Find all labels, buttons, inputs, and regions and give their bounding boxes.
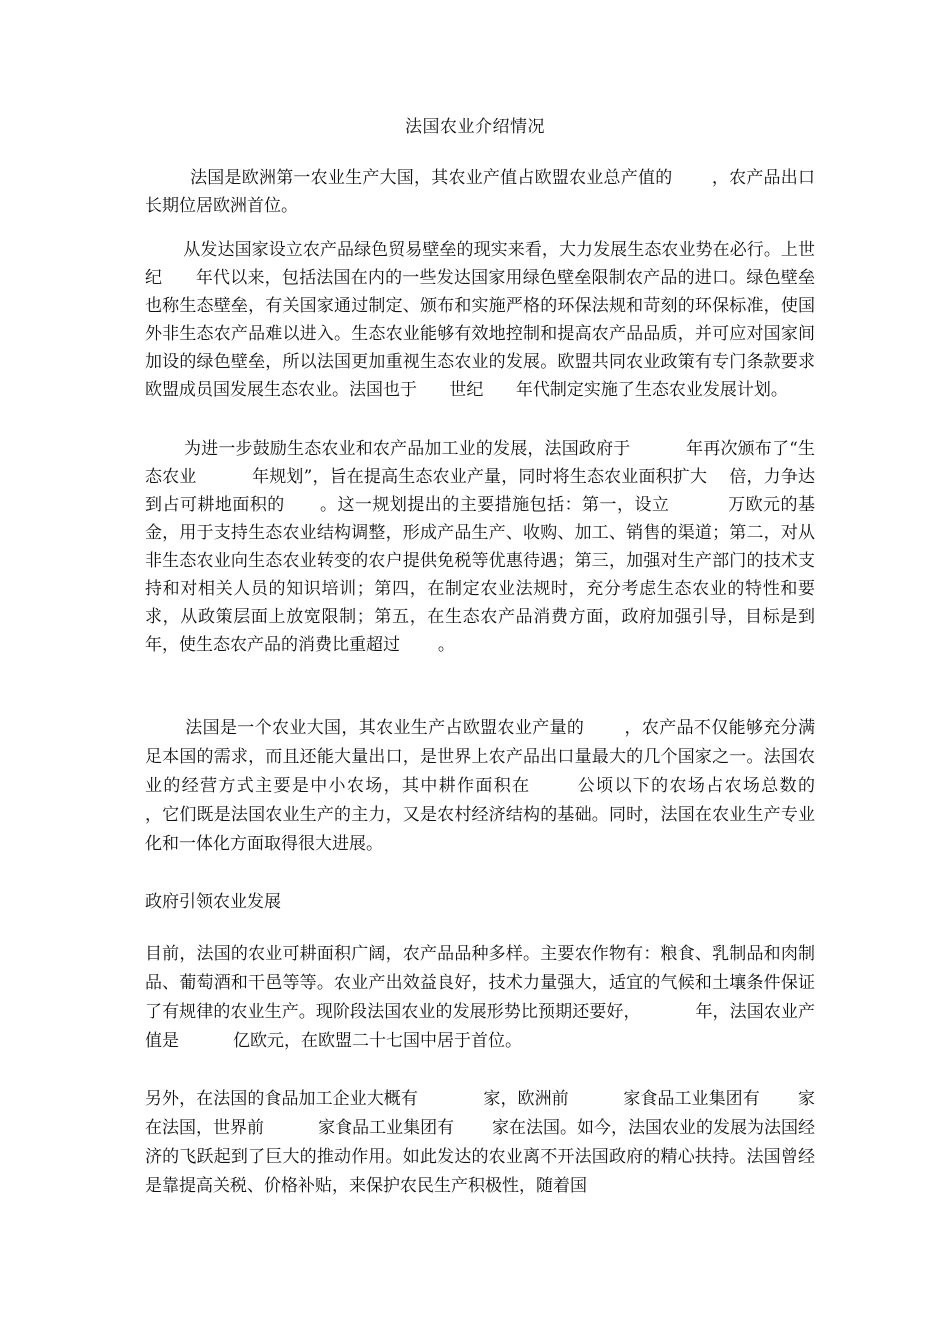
paragraph-agri-power: 法国是一个农业大国，其农业生产占欧盟农业产量的 ，农产品不仅能够充分满足本国的需求，而且还能大量出口，是世界上农产品出口量最大的几个国家之一。法国农业的经营方式主要是中小农场，其中耕作面积在 公顷以下的农场占农场总数的 ，它们既是法国农业生产的主力，又是农村经济结构的基础。同时，法国在农业生产专业化和一体化方面取得很大进展。 [145, 718, 853, 854]
paragraph-current-status: 目前，法国的农业可耕面积广阔，农产品品种多样。主要农作物有：粮食、乳制品和肉制品、葡萄酒和干邑等等。农业产出效益良好，技术力量强大，适宜的气候和土壤条件保证了有规律的农业生产。现阶段法国农业的发展形势比预期还要好， 年，法国农业产值是 亿欧元，在欧盟二十七国中居于首位。 [145, 944, 815, 1051]
document-title: 法国农业介绍情况 [405, 117, 545, 137]
paragraph-eco-plan: 为进一步鼓励生态农业和农产品加工业的发展，法国政府于 年再次颁布了“生态农业 年规划”，旨在提高生态农业产量，同时将生态农业面积扩大 倍，力争达到占可耕地面积的 。这一规划提出的主要措施包括：第一，设立 万欧元的基金，用于支持生态农业结构调整，形成产品生产、收购、加工、销售的渠道；第二，对从非生态农业向生态农业转变的农户提供免税等优惠待遇；第三，加强对生产部门的技术支持和对相关人员的知识培训；第四，在制定农业法规时，充分考虑生态农业的特性和要求，从政策层面上放宽限制；第五，在生态农产品消费方面，政府加强引导，目标是到 年，使生态农产品的消费比重超过 。 [145, 439, 870, 655]
paragraph-food-industry: 另外，在法国的食品加工企业大概有 家，欧洲前 家食品工业集团有 家在法国，世界前 家食品工业集团有 家在法国。如今，法国农业的发展为法国经济的飞跃起到了巨大的推动作用。如此发达的农业离不开法国政府的精心扶持。法国曾经是靠提高关税、价格补贴，来保护农民生产积极性，随着国 [145, 1089, 815, 1196]
paragraph-intro: 法国是欧洲第一农业生产大国，其农业产值占欧盟农业总产值的 ，农产品出口长期位居欧洲首位。 [145, 168, 816, 216]
paragraph-green-barrier: 从发达国家设立农产品绿色贸易壁垒的现实来看，大力发展生态农业势在必行。上世纪 年代以来，包括法国在内的一些发达国家用绿色壁垒限制农产品的进口。绿色壁垒也称生态壁垒，有关国家通过制定、颁布和实施严格的环保法规和苛刻的环保标准，使国外非生态农产品难以进入。生态农业能够有效地控制和提高农产品品质，并可应对国家间加设的绿色壁垒，所以法国更加重视生态农业的发展。欧盟共同农业政策有专门条款要求欧盟成员国发展生态农业。法国也于 世纪 年代制定实施了生态农业发展计划。 [145, 240, 815, 400]
section-heading: 政府引领农业发展 [145, 892, 281, 912]
